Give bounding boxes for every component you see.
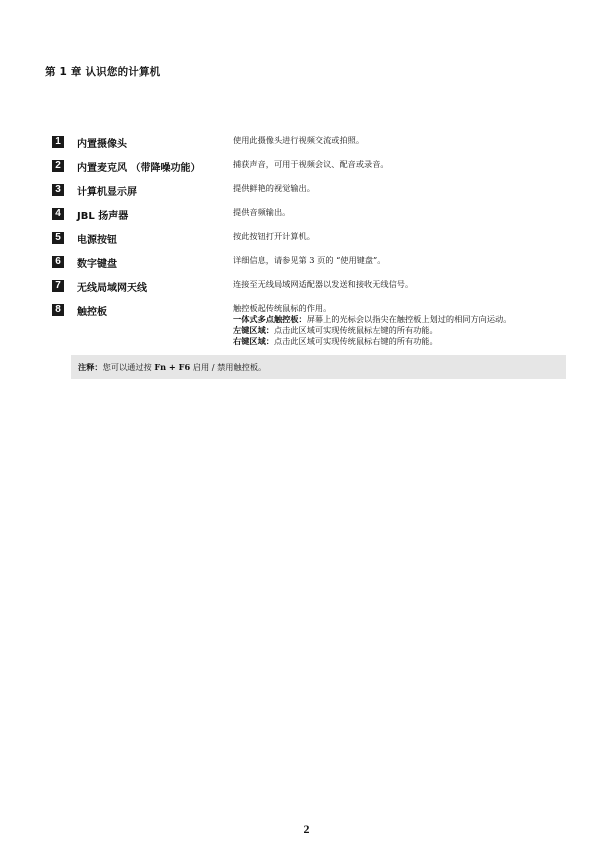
item-description: 提供音频输出。 — [233, 207, 291, 217]
component-list — [52, 134, 572, 356]
item-name: 触控板 — [77, 307, 107, 318]
touchpad-left-zone-line — [233, 325, 511, 336]
touchpad-right-zone-line — [233, 336, 511, 347]
list-item — [52, 134, 572, 158]
item-name: JBL 扬声器 — [77, 211, 129, 222]
item-number-badge: 5 — [52, 232, 64, 244]
chapter-title: 第 1 章 认识您的计算机 — [45, 66, 161, 78]
item-number-badge: 7 — [52, 280, 64, 292]
item-description-block — [233, 303, 511, 347]
note-box — [71, 355, 566, 379]
item-number-badge: 3 — [52, 184, 64, 196]
note-text-after: 启用 / 禁用触控板。 — [190, 362, 267, 372]
page-number: 2 — [303, 822, 310, 836]
item-name: 数字键盘 — [77, 259, 117, 270]
item-description: 详细信息，请参见第 3 页的 “使用键盘”。 — [233, 255, 386, 265]
item-name: 内置摄像头 — [77, 139, 127, 150]
list-item — [52, 230, 572, 254]
item-description: 捕获声音，可用于视频会议、配音或录音。 — [233, 159, 389, 169]
item-number-badge: 2 — [52, 160, 64, 172]
touchpad-multitouch-line — [233, 314, 511, 325]
item-number-badge: 4 — [52, 208, 64, 220]
item-description: 触控板起传统鼠标的作用。 — [233, 303, 332, 313]
item-description: 连接至无线局域网适配器以发送和接收无线信号。 — [233, 279, 414, 289]
item-number-badge: 6 — [52, 256, 64, 268]
list-item — [52, 158, 572, 182]
list-item — [52, 182, 572, 206]
item-description: 按此按钮打开计算机。 — [233, 231, 315, 241]
list-item — [52, 302, 572, 356]
item-description: 使用此摄像头进行视频交流或拍照。 — [233, 135, 365, 145]
item-number-badge: 1 — [52, 136, 64, 148]
list-item — [52, 278, 572, 302]
sub-label: 一体式多点触控板： — [233, 314, 307, 324]
item-number-badge: 8 — [52, 304, 64, 316]
item-name: 无线局域网天线 — [77, 283, 147, 294]
item-name: 电源按钮 — [77, 235, 117, 246]
list-item — [52, 206, 572, 230]
note-keys: Fn + F6 — [154, 362, 191, 372]
item-name: 内置麦克风 （带降噪功能） — [77, 163, 201, 174]
sub-text: 屏幕上的光标会以指尖在触控板上划过的相同方向运动。 — [306, 314, 512, 324]
sub-text: 点击此区域可实现传统鼠标右键的所有功能。 — [273, 336, 438, 346]
sub-label: 左键区域： — [233, 325, 274, 335]
item-name: 计算机显示屏 — [77, 187, 137, 198]
note-label: 注释： — [78, 362, 103, 372]
sub-text: 点击此区域可实现传统鼠标左键的所有功能。 — [273, 325, 438, 335]
item-description: 提供鲜艳的视觉输出。 — [233, 183, 315, 193]
note-text-before: 您可以通过按 — [102, 362, 155, 372]
list-item — [52, 254, 572, 278]
sub-label: 右键区域： — [233, 336, 274, 346]
